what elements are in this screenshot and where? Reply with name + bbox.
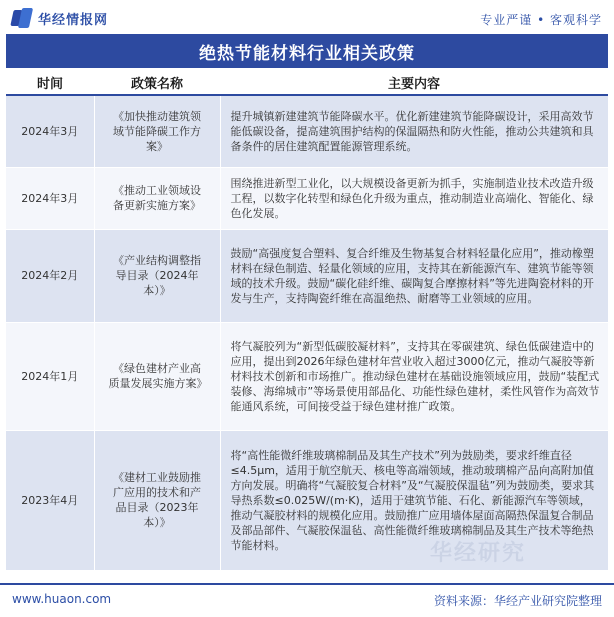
table-row (6, 95, 608, 167)
cell-policy-name: 《加快推动建筑领域节能降碳工作方案》 (94, 95, 220, 167)
cell-policy-name: 《推动工业领域设备更新实施方案》 (94, 167, 220, 229)
cell-main-content: 提升城镇新建建筑节能降碳水平。优化新建建筑节能降碳设计，采用高效节能低碳设备，提高建筑围护结构的保温隔热和防火性能，推动公共建筑和具备条件的居住建筑配置能源管理系统。 (220, 95, 608, 167)
table-row (6, 322, 608, 430)
cell-main-content: 将“高性能微纤维玻璃棉制品及其生产技术”列为鼓励类，要求纤维直径≤4.5μm，适用于航空航天、核电等高端领域，推动玻璃棉产品向高附加值方向发展。明确将“气凝胶复合材料”及“气凝胶保温毡”列为鼓励类，要求其导热系数≤0.025W/(m·K)，适用于建筑节能、石化、新能源汽车等领域，推动气凝胶材料的规模化应用。鼓励推广应用墙体屋面高隔热保温复合制品及部品部件、气凝胶保温毡、高性能微纤维玻璃棉制品及其生产技术等绝热节能材料。 (220, 430, 608, 570)
page-title: 绝热节能材料行业相关政策 (199, 43, 415, 64)
column-header-time: 时间 (6, 70, 94, 95)
cell-main-content: 鼓励“高强度复合塑料、复合纤维及生物基复合材料轻量化应用”，推动橡塑材料在绿色制造、轻量化领域的应用，支持其在新能源汽车、建筑节能等领域的技术升级。鼓励“碳化硅纤维、碳陶复合摩擦材料”等先进陶瓷材料的开发与生产，支持陶瓷纤维在高温绝热、耐磨等工业领域的应用。 (220, 229, 608, 322)
title-banner (6, 34, 608, 68)
header-bar (0, 0, 614, 34)
table-row (6, 229, 608, 322)
cell-time: 2024年2月 (6, 229, 94, 322)
table-row (6, 167, 608, 229)
source-note: 资料来源：华经产业研究院整理 (433, 594, 602, 608)
policy-table (6, 70, 608, 571)
cell-policy-name: 《绿色建材产业高质量发展实施方案》 (94, 322, 220, 430)
column-header-main-content: 主要内容 (220, 70, 608, 95)
cell-time: 2024年3月 (6, 167, 94, 229)
table-header-row (6, 70, 608, 95)
website-link[interactable]: www.huaon.com (12, 592, 112, 606)
cell-policy-name: 《产业结构调整指导目录（2024年本）》 (94, 229, 220, 322)
logo-text: 华经情报网 (38, 12, 109, 28)
column-header-policy-name: 政策名称 (94, 70, 220, 95)
cell-main-content: 将气凝胶列为“新型低碳胶凝材料”，支持其在零碳建筑、绿色低碳建造中的应用，提出到2026年绿色建材年营业收入超过3000亿元，推动气凝胶等新材料技术创新和市场推广。推动绿色建材在基础设施领域应用，鼓励“装配式装修、海绵城市”等场景使用部品化、功能性绿色建材，柔性风管作为高效节能通风系统，可间接受益于绿色建材推广政策。 (220, 322, 608, 430)
brand-logo[interactable] (12, 8, 108, 28)
cell-main-content: 围绕推进新型工业化，以大规模设备更新为抓手，实施制造业技术改造升级工程，以数字化转型和绿色化升级为重点，推动制造业高端化、智能化、绿色化发展。 (220, 167, 608, 229)
cell-time: 2024年3月 (6, 95, 94, 167)
footer-bar (0, 583, 614, 617)
slogan: 专业严谨 • 客观科学 (480, 13, 602, 27)
cell-time: 2024年1月 (6, 322, 94, 430)
cell-time: 2023年4月 (6, 430, 94, 570)
table-row (6, 430, 608, 570)
logo-icon (12, 8, 32, 28)
cell-policy-name: 《建材工业鼓励推广应用的技术和产品目录（2023年本）》 (94, 430, 220, 570)
